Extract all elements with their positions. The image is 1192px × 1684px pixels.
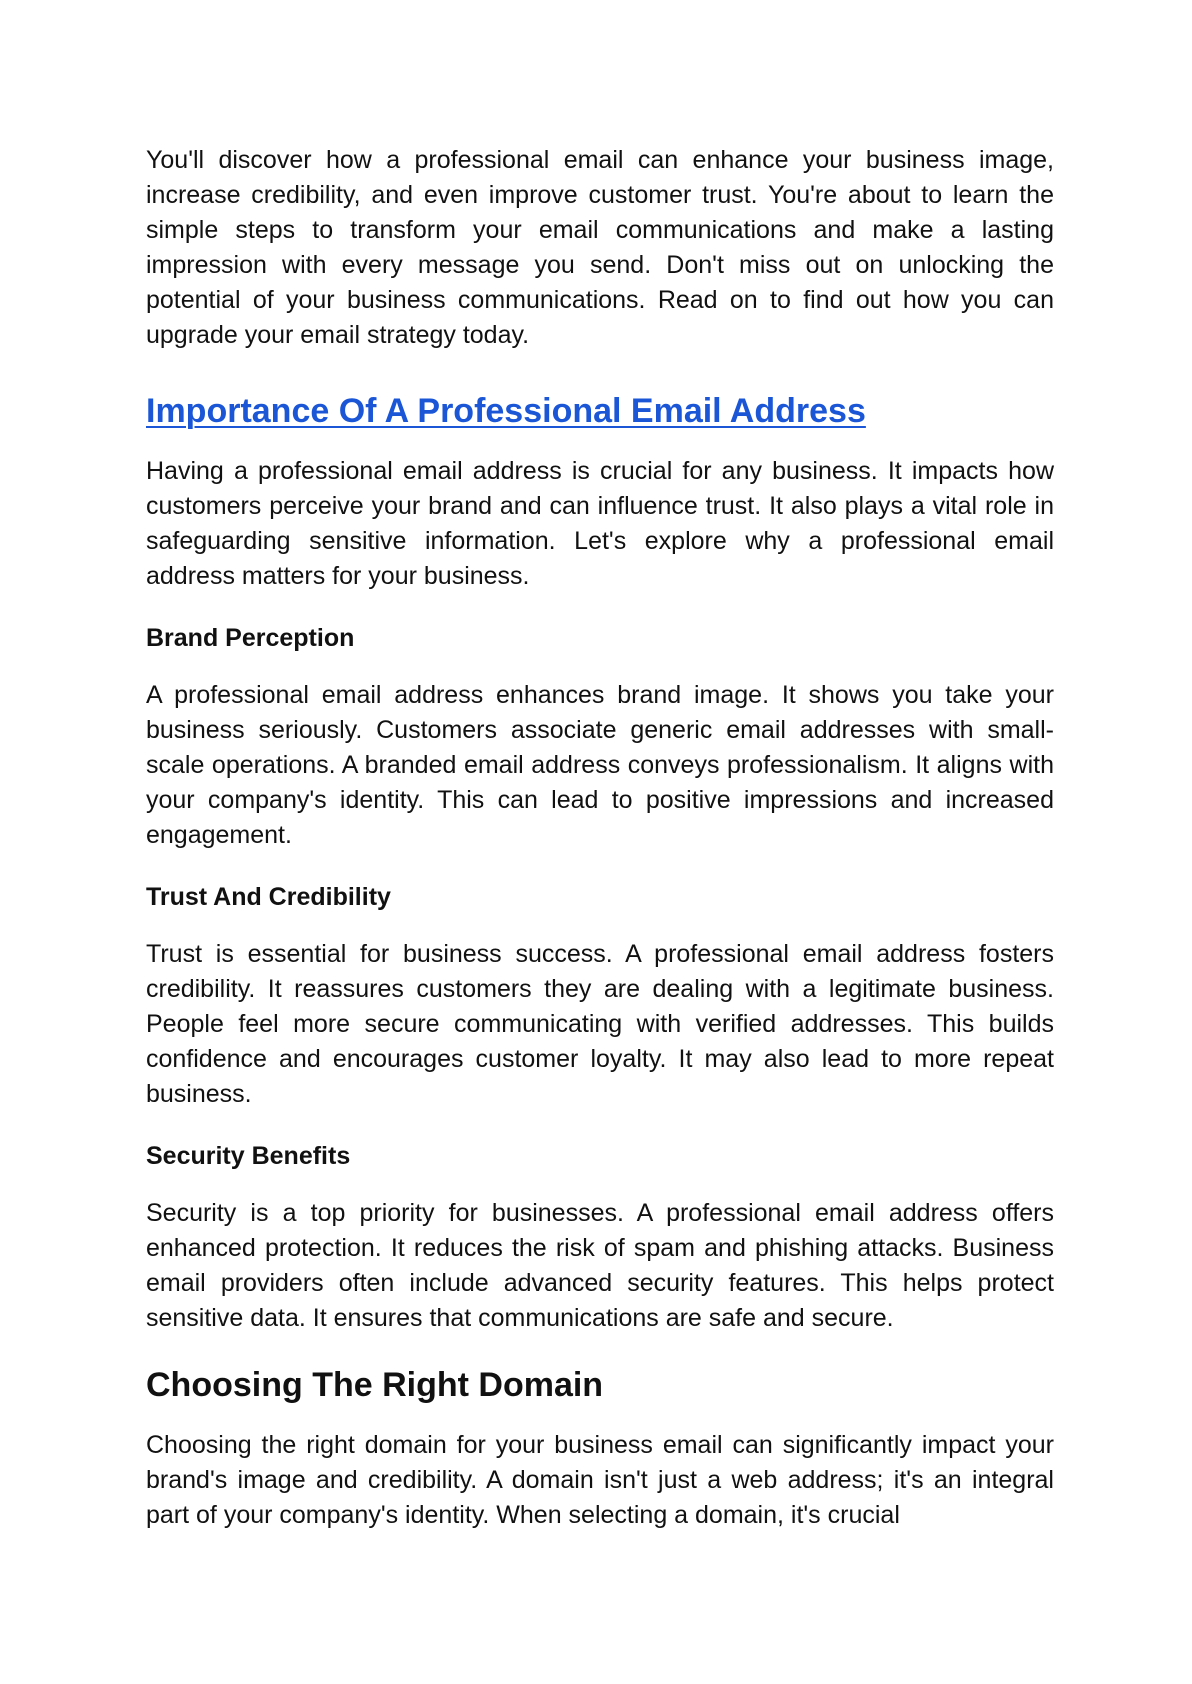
intro-paragraph: You'll discover how a professional email can enhance your business image, increase credibility, and even improve customer trust. You're about to learn the simple steps to transform your email communications and make a lasting impression with every message you send. Don't miss out on unlocking the potential of your business communications. Read on to find out how you can upgrade your email strategy today.	[146, 146, 1054, 349]
security-heading-wrapper	[146, 1140, 1054, 1173]
trust-credibility-paragraph: Trust is essential for business success. A professional email address fosters credibility. It reassures customers they are dealing with a legitimate business. People feel more secure communicating with verified addresses. This builds confidence and encourages customer loyalty. It may also lead to more repeat business.	[146, 940, 1054, 1108]
security-benefits-heading: Security Benefits	[146, 1142, 351, 1170]
security-benefits-paragraph: Security is a top priority for businesses. A professional email address offers enhanced protection. It reduces the risk of spam and phishing attacks. Business email providers often include advanced security features. This helps protect sensitive data. It ensures that communications are safe and secure.	[146, 1199, 1054, 1332]
importance-paragraph: Having a professional email address is crucial for any business. It impacts how customers perceive your brand and can influence trust. It also plays a vital role in safeguarding sensitive information. Let's explore why a professional email address matters for your business.	[146, 457, 1054, 590]
section-heading-wrapper	[146, 390, 1054, 432]
domain-heading-wrapper	[146, 1364, 1054, 1406]
brand-perception-heading: Brand Perception	[146, 624, 355, 652]
choosing-domain-heading: Choosing The Right Domain	[146, 1366, 604, 1404]
importance-heading-link[interactable]: Importance Of A Professional Email Address	[146, 392, 866, 430]
brand-perception-paragraph: A professional email address enhances brand image. It shows you take your business seriously. Customers associate generic email addresses with small-scale operations. A branded email address conveys professionalism. It aligns with your company's identity. This can lead to positive impressions and increased engagement.	[146, 681, 1054, 849]
trust-credibility-heading: Trust And Credibility	[146, 883, 391, 911]
trust-heading-wrapper	[146, 881, 1054, 914]
brand-perception-heading-wrapper	[146, 622, 1054, 655]
document-page	[146, 143, 1054, 1533]
choosing-domain-paragraph: Choosing the right domain for your business email can significantly impact your brand's image and credibility. A domain isn't just a web address; it's an integral part of your company's identity. When selecting a domain, it's crucial	[146, 1431, 1054, 1529]
